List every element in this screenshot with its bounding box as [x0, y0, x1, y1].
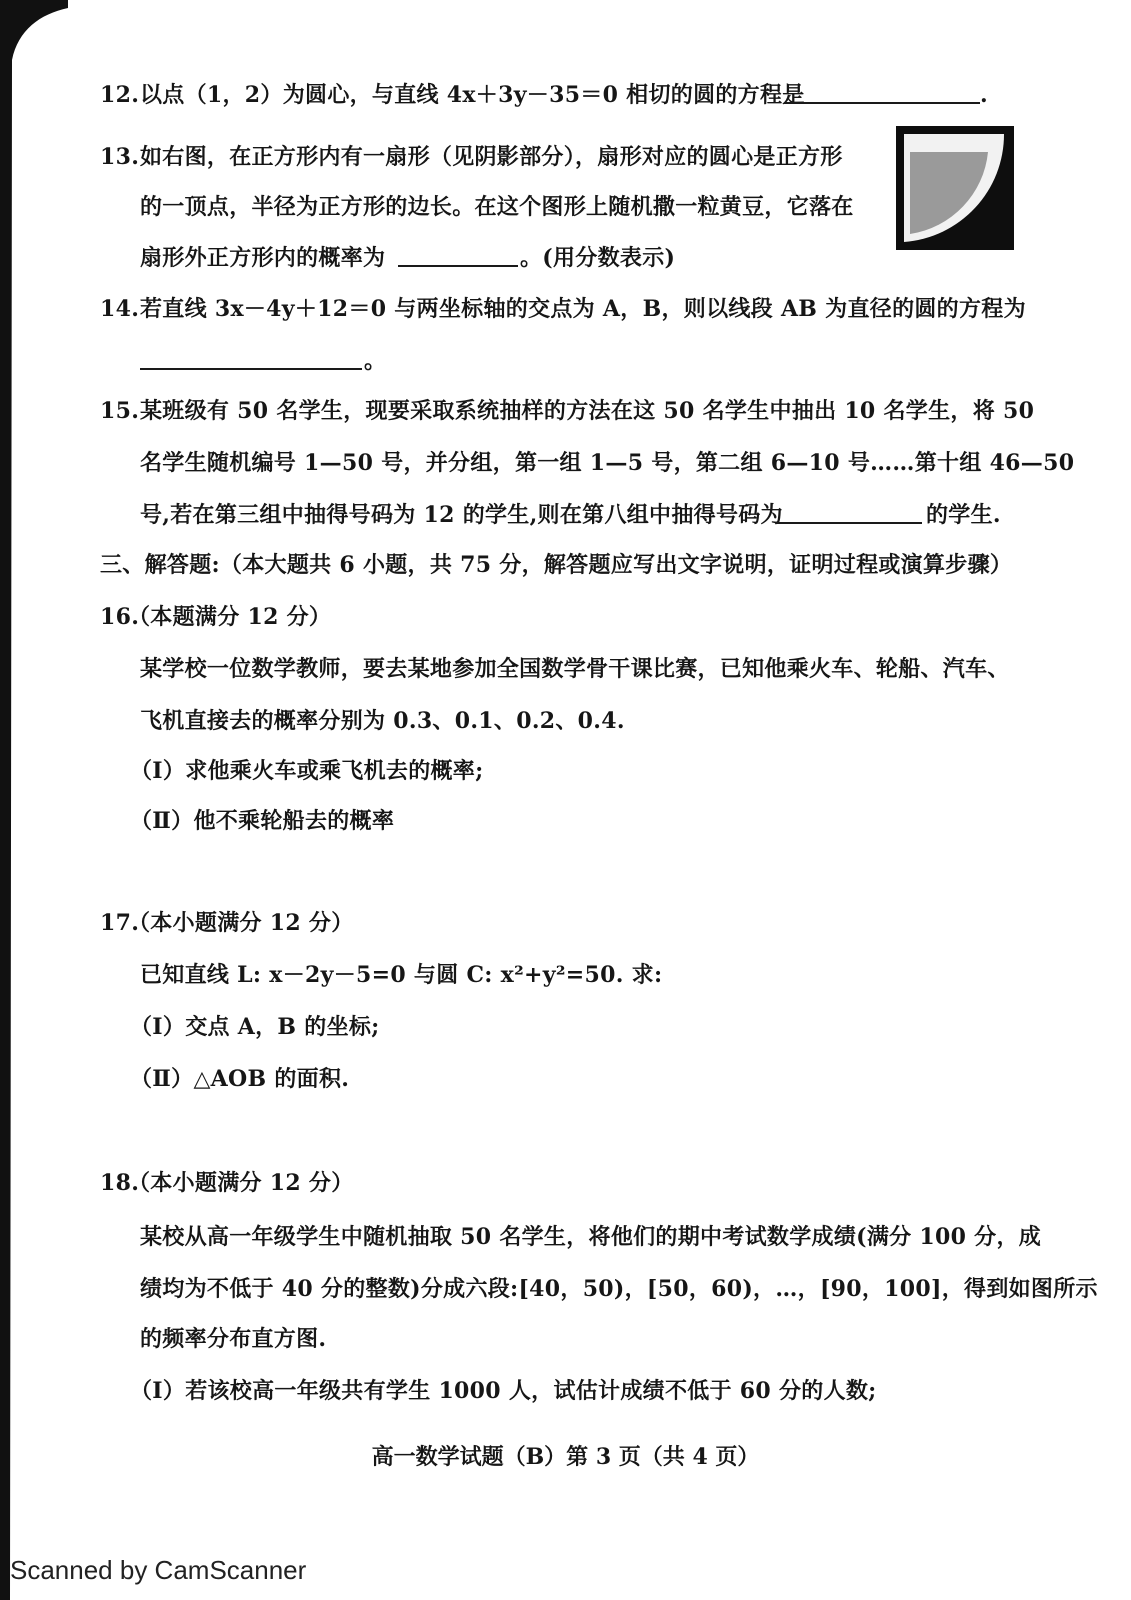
answer-blank [398, 243, 518, 267]
question-text: 的学生. [926, 502, 1001, 528]
section-title: 三、解答题:（本大题共 6 小题，共 75 分，解答题应写出文字说明，证明过程或演算步骤） [100, 552, 1013, 578]
page-footer: 高一数学试题（B）第 3 页（共 4 页） [371, 1444, 760, 1470]
answer-blank [776, 500, 922, 524]
answer-blank [140, 346, 362, 370]
scan-shadow-edge [0, 0, 70, 1600]
question-text: 若直线 3x－4y＋12＝0 与两坐标轴的交点为 A，B，则以线段 AB 为直径的圆的方程为 [140, 296, 1026, 322]
question-text: 某校从高一年级学生中随机抽取 50 名学生，将他们的期中考试数学成绩(满分 100 分，成 [140, 1224, 1042, 1250]
question-text: 号,若在第三组中抽得号码为 12 的学生,则在第八组中抽得号码为 [140, 502, 783, 528]
square-sector-figure [896, 126, 1014, 250]
question-text: 名学生随机编号 1—50 号，并分组，第一组 1—5 号，第二组 6—10 号……第十组 46—50 [140, 450, 1075, 476]
question-text: 飞机直接去的概率分别为 0.3、0.1、0.2、0.4. [140, 708, 625, 734]
question-text: 某学校一位数学教师，要去某地参加全国数学骨干课比赛，已知他乘火车、轮船、汽车、 [140, 656, 1010, 682]
sub-question: （Ⅰ）若该校高一年级共有学生 1000 人，试估计成绩不低于 60 分的人数; [130, 1378, 877, 1404]
end-mark: 。 [364, 348, 387, 374]
answer-blank [784, 80, 980, 104]
question-number: 13. [100, 144, 140, 170]
sub-question: （Ⅱ）他不乘轮船去的概率 [130, 808, 395, 834]
sub-question: （Ⅰ）求他乘火车或乘飞机去的概率; [130, 758, 484, 784]
question-text: 绩均为不低于 40 分的整数)分成六段:[40，50)，[50，60)，…，[90，100]，得到如图所示 [140, 1276, 1098, 1302]
question-number: 18. [100, 1170, 140, 1196]
question-text: 如右图，在正方形内有一扇形（见阴影部分），扇形对应的圆心是正方形 [140, 144, 843, 170]
question-score: （本题满分 12 分） [128, 604, 332, 630]
end-mark: . [980, 82, 988, 108]
camscanner-watermark: Scanned by CamScanner [10, 1555, 307, 1585]
sub-question: （Ⅰ）交点 A，B 的坐标; [130, 1014, 380, 1040]
question-text: 。(用分数表示) [520, 245, 676, 271]
question-number: 16. [100, 604, 140, 630]
question-text: 某班级有 50 名学生，现要采取系统抽样的方法在这 50 名学生中抽出 10 名学生，将 50 [140, 398, 1035, 424]
question-text: 已知直线 L: x－2y－5=0 与圆 C: x²+y²=50. 求: [140, 962, 663, 988]
question-number: 15. [100, 398, 140, 424]
question-text: 的一顶点，半径为正方形的边长。在这个图形上随机撒一粒黄豆，它落在 [140, 194, 854, 220]
question-score: （本小题满分 12 分） [128, 910, 354, 936]
question-text: 的频率分布直方图. [140, 1326, 327, 1352]
question-score: （本小题满分 12 分） [128, 1170, 354, 1196]
sub-question: （Ⅱ）△AOB 的面积. [130, 1066, 350, 1092]
question-text: 以点（1，2）为圆心，与直线 4x＋3y－35＝0 相切的圆的方程是 [140, 82, 805, 108]
question-number: 17. [100, 910, 140, 936]
question-text: 扇形外正方形内的概率为 [140, 245, 386, 271]
question-number: 14. [100, 296, 140, 322]
question-number: 12. [100, 82, 140, 108]
